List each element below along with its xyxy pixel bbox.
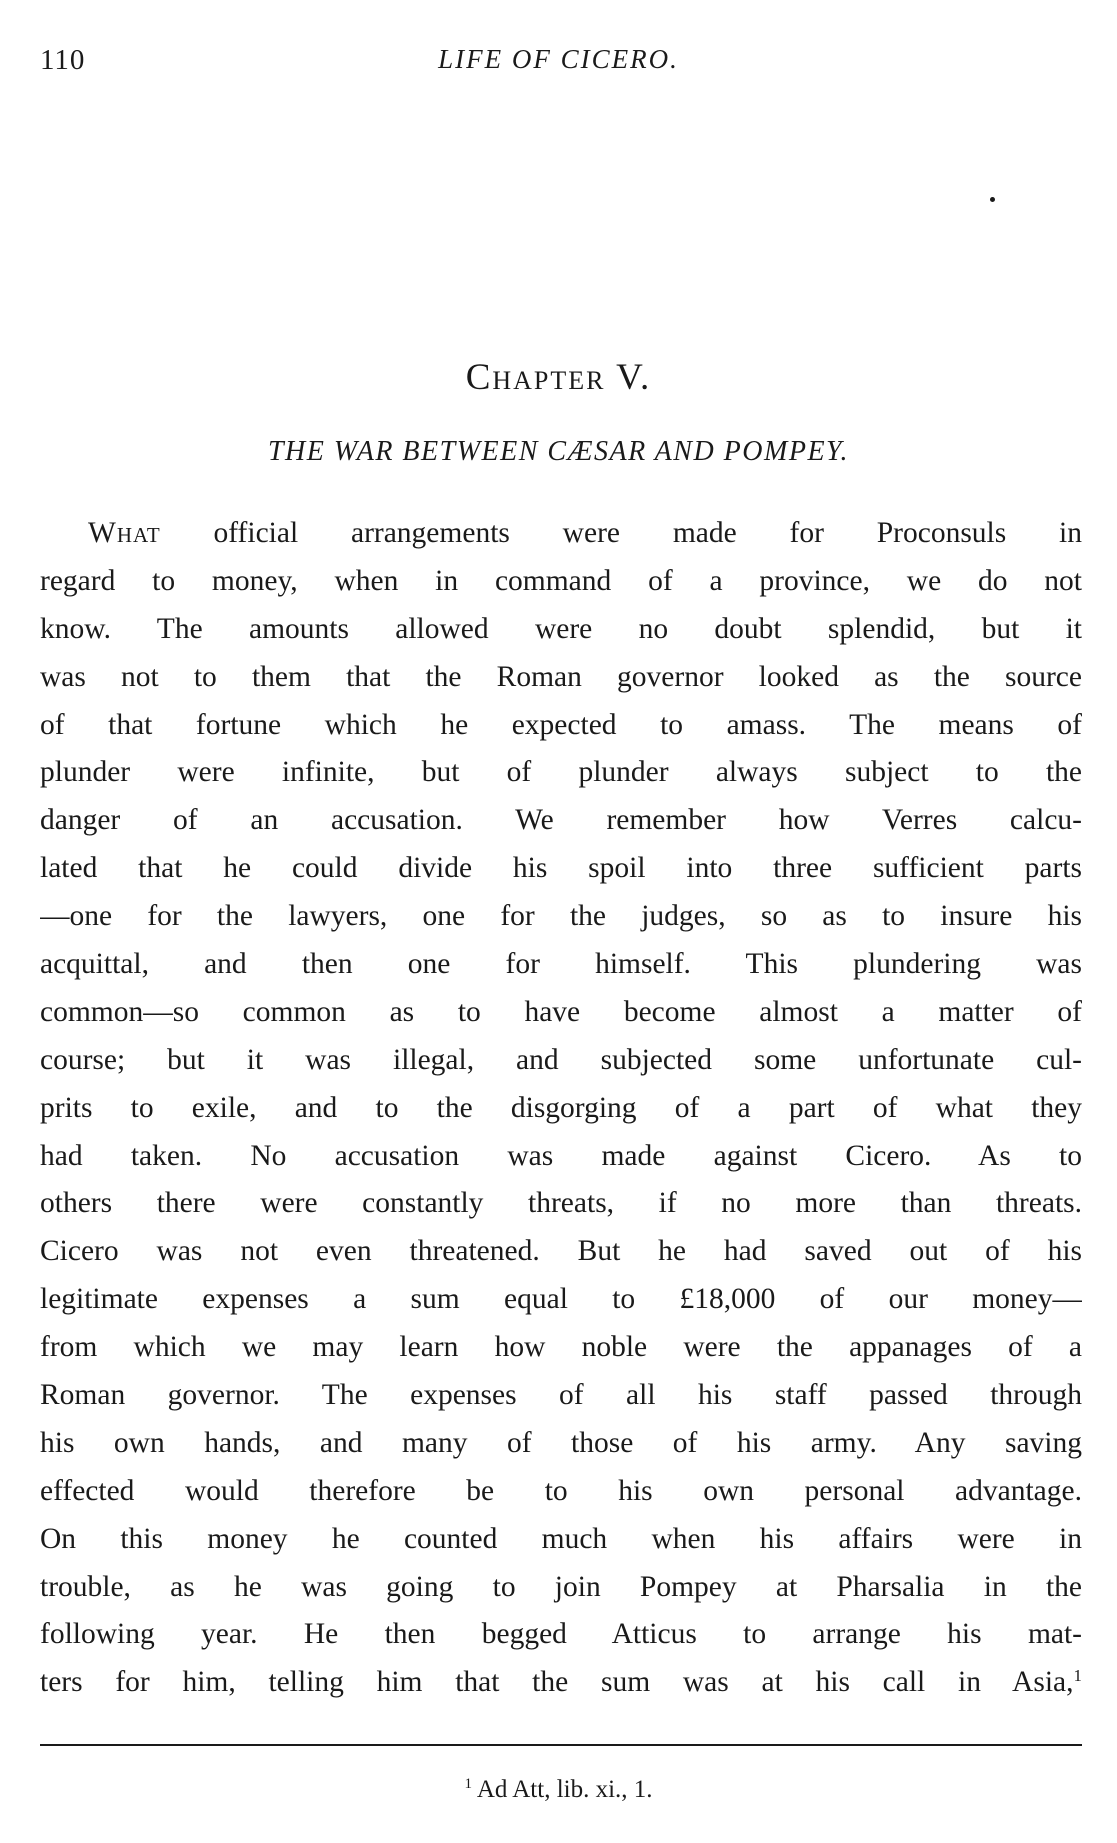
body-line	[40, 1659, 1082, 1707]
body-line: his own hands, and many of those of his army. Any saving	[40, 1426, 1082, 1459]
footnote-text: Ad Att, lib. xi., 1.	[476, 1776, 653, 1803]
body-line-text: official arrangements were made for Proconsuls in	[160, 517, 1082, 549]
body-line-text: ters for him, telling him that the sum was at his call in Asia,	[40, 1666, 1074, 1699]
body-line: of that fortune which he expected to amass. The means of	[40, 708, 1082, 741]
body-line	[40, 510, 1082, 558]
running-title: LIFE OF CICERO.	[438, 44, 679, 74]
body-line: regard to money, when in command of a province, we do not	[40, 564, 1082, 597]
page-number: 110	[40, 44, 86, 76]
footnote	[0, 1776, 1117, 1804]
body-line: others there were constantly threats, if no more than threats.	[40, 1187, 1082, 1220]
body-line: On this money he counted much when his affairs were in	[40, 1522, 1082, 1555]
body-line: Roman governor. The expenses of all his staff passed through	[40, 1379, 1082, 1412]
body-line: course; but it was illegal, and subjected some unfortunate cul-	[40, 1043, 1082, 1076]
body-line: know. The amounts allowed were no doubt splendid, but it	[40, 612, 1082, 645]
body-line: had taken. No accusation was made against Cicero. As to	[40, 1139, 1082, 1172]
chapter-title: Chapter V.	[465, 357, 652, 398]
body-line: effected would therefore be to his own personal advantage.	[40, 1474, 1082, 1507]
body-line: acquittal, and then one for himself. This plundering was	[40, 948, 1082, 981]
footnote-marker: 1	[464, 1776, 472, 1792]
stray-ink-dot	[990, 197, 995, 202]
body-line: legitimate expenses a sum equal to £18,000 of our money—	[40, 1283, 1082, 1316]
body-text	[40, 510, 1082, 1707]
body-line: following year. He then begged Atticus to arrange his mat-	[40, 1618, 1082, 1651]
body-line: plunder were infinite, but of plunder always subject to the	[40, 756, 1082, 789]
body-line: —one for the lawyers, one for the judges, so as to insure his	[40, 900, 1082, 933]
chapter-subtitle: THE WAR BETWEEN CÆSAR AND POMPEY.	[267, 436, 850, 467]
body-line: common—so common as to have become almost a matter of	[40, 995, 1082, 1028]
footnote-rule	[40, 1744, 1082, 1746]
opening-word: What	[88, 517, 161, 549]
body-line: was not to them that the Roman governor looked as the source	[40, 660, 1082, 693]
body-line: Cicero was not even threatened. But he had saved out of his	[40, 1235, 1082, 1268]
body-line: lated that he could divide his spoil into three sufficient parts	[40, 852, 1082, 885]
body-line: prits to exile, and to the disgorging of a part of what they	[40, 1091, 1082, 1124]
body-line: trouble, as he was going to join Pompey at Pharsalia in the	[40, 1570, 1082, 1603]
body-line: from which we may learn how noble were the appanages of a	[40, 1331, 1082, 1364]
footnote-reference: 1	[1073, 1666, 1082, 1686]
body-line: danger of an accusation. We remember how Verres calcu-	[40, 804, 1082, 837]
